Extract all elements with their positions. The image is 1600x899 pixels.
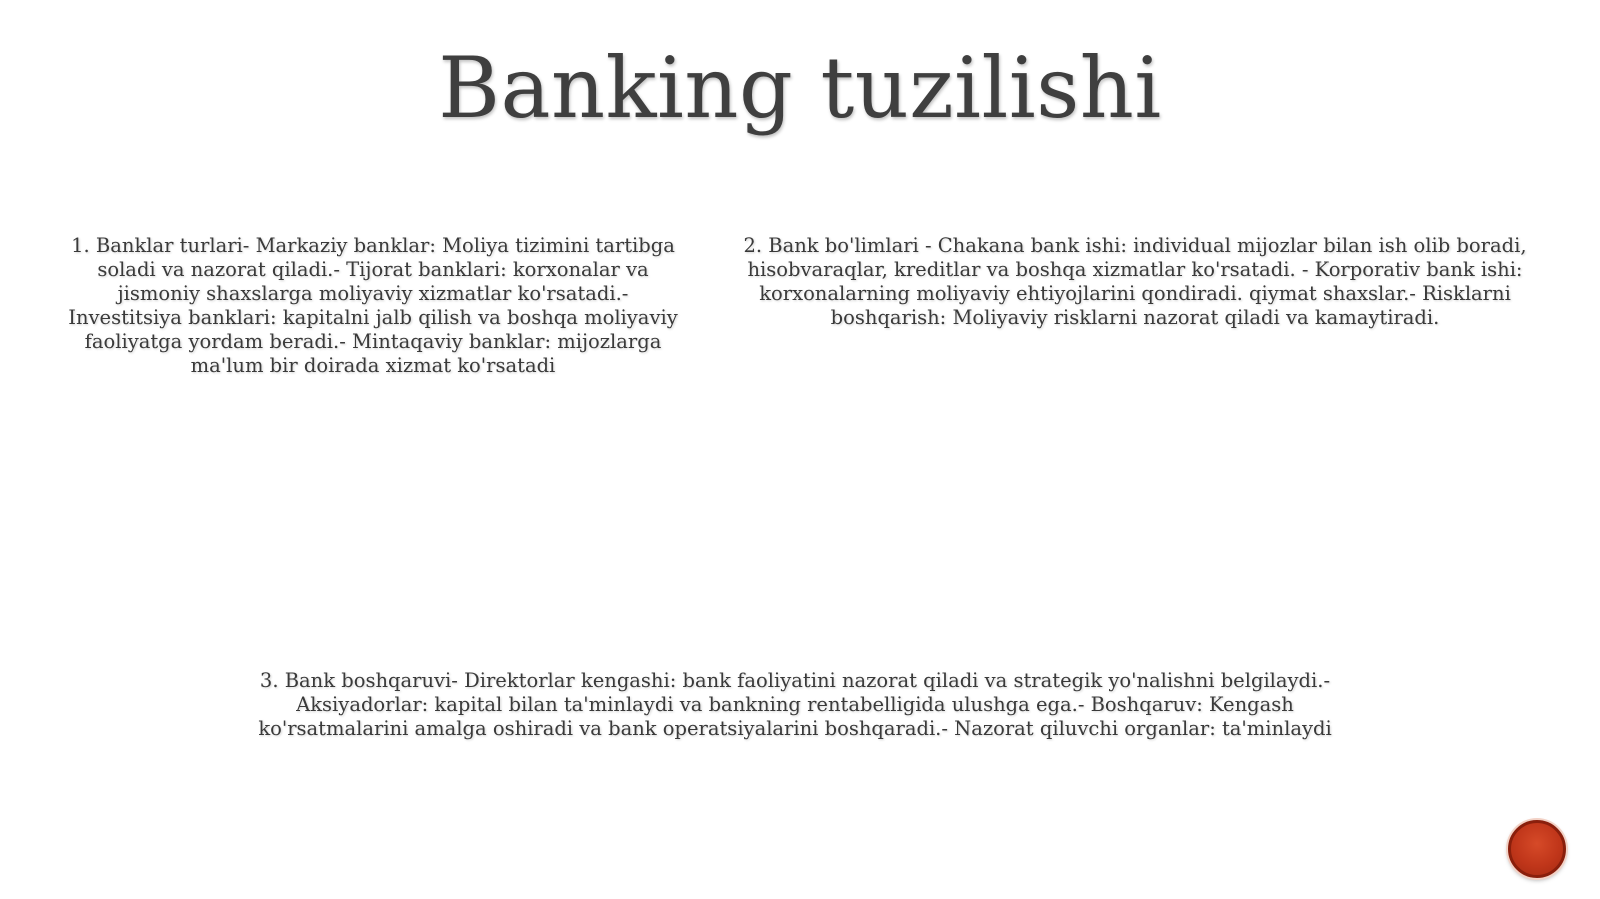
text-block-bank-types: 1. Banklar turlari- Markaziy banklar: Moliya tizimini tartibga soladi va nazorat qiladi.- Tijorat banklari: korxonalar va jismoniy shaxslarga moliyaviy xizmatlar ko'rsatadi.- Investitsiya banklari: kapitalni jalb qilish va boshqa moliyaviy faoliyatga yordam beradi.- Mintaqaviy banklar: mijozlarga ma'lum bir doirada xizmat ko'rsatadi	[68, 234, 678, 377]
text-block-bank-departments: 2. Bank bo'limlari - Chakana bank ishi: individual mijozlar bilan ish olib boradi, hisobvaraqlar, kreditlar va boshqa xizmatlar ko'rsatadi. - Korporativ bank ishi: korxonalarning moliyaviy ehtiyojlarini qondiradi. qiymat shaxslar.- Risklarni boshqarish: Moliyaviy risklarni nazorat qiladi va kamaytiradi.	[743, 234, 1527, 329]
slide-title: Banking tuzilishi	[438, 39, 1162, 137]
text-block-bank-governance: 3. Bank boshqaruvi- Direktorlar kengashi: bank faoliyatini nazorat qiladi va strategik yo'nalishni belgilaydi.- Aksiyadorlar: kapital bilan ta'minlaydi va bankning rentabelligida ulushga ega.- Boshqaruv: Kengash ko'rsatmalarini amalga oshiradi va bank operatsiyalarini boshqaradi.- Nazorat qiluvchi organlar: ta'minlaydi	[258, 669, 1332, 740]
circle-button-icon[interactable]	[1508, 820, 1566, 878]
